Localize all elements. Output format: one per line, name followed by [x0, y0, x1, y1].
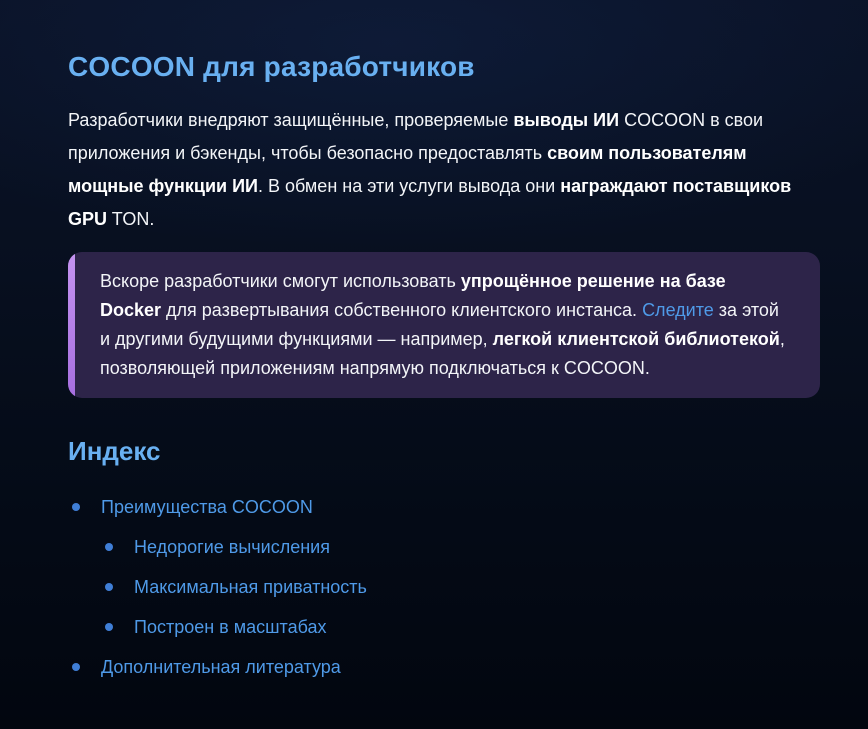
callout-text: Вскоре разработчики смогут использовать: [100, 271, 461, 291]
callout-text: , позволяющей приложениям напрямую подключаться к COCOON.: [100, 329, 785, 378]
bullet-icon: [72, 663, 80, 671]
list-item: [101, 615, 820, 639]
bullet-icon: [105, 623, 113, 631]
index-link-further-reading[interactable]: Дополнительная литература: [101, 657, 341, 677]
intro-bold-ai-inference: выводы ИИ: [513, 110, 620, 130]
sublist-container: [68, 535, 820, 639]
intro-text: TON.: [107, 209, 155, 229]
index-list: [68, 495, 820, 679]
list-item: [101, 575, 820, 599]
intro-text: Разработчики внедряют защищённые, проверяемые: [68, 110, 514, 130]
intro-text: . В обмен на эти услуги вывода они: [258, 176, 561, 196]
bullet-icon: [105, 583, 113, 591]
index-link-max-privacy[interactable]: Максимальная приватность: [134, 577, 367, 597]
callout-bold-docker: упрощённое решение на базе Docker: [100, 271, 726, 320]
index-link-built-to-scale[interactable]: Построен в масштабах: [134, 617, 327, 637]
callout-paragraph: [100, 267, 790, 383]
callout-accent-bar: [68, 252, 75, 398]
list-item: [101, 535, 820, 559]
follow-updates-link[interactable]: Следите: [642, 300, 714, 320]
index-heading: Индекс: [68, 436, 161, 466]
index-link-cheap-compute[interactable]: Недорогие вычисления: [134, 537, 330, 557]
intro-bold-reward-gpu: награждают поставщиков GPU: [68, 176, 792, 229]
index-link-benefits[interactable]: Преимущества COCOON: [101, 497, 313, 517]
callout-text: для развертывания собственного клиентского инстанса.: [161, 300, 643, 320]
callout-text: за этой и другими будущими функциями — например,: [100, 300, 779, 349]
callout-bold-client-library: легкой клиентской библиотекой: [492, 329, 780, 349]
page-title: COCOON для разработчиков: [68, 51, 475, 82]
intro-bold-powerful-ai: своим пользователям мощные функции ИИ: [68, 143, 747, 196]
intro-paragraph: [68, 104, 820, 236]
info-callout: [68, 252, 820, 398]
bullet-icon: [105, 543, 113, 551]
list-item: [68, 495, 820, 519]
intro-text: COCOON в свои приложения и бэкенды, чтобы безопасно предоставлять: [68, 110, 764, 163]
list-item: [68, 655, 820, 679]
index-sublist: [101, 535, 820, 639]
bullet-icon: [72, 503, 80, 511]
